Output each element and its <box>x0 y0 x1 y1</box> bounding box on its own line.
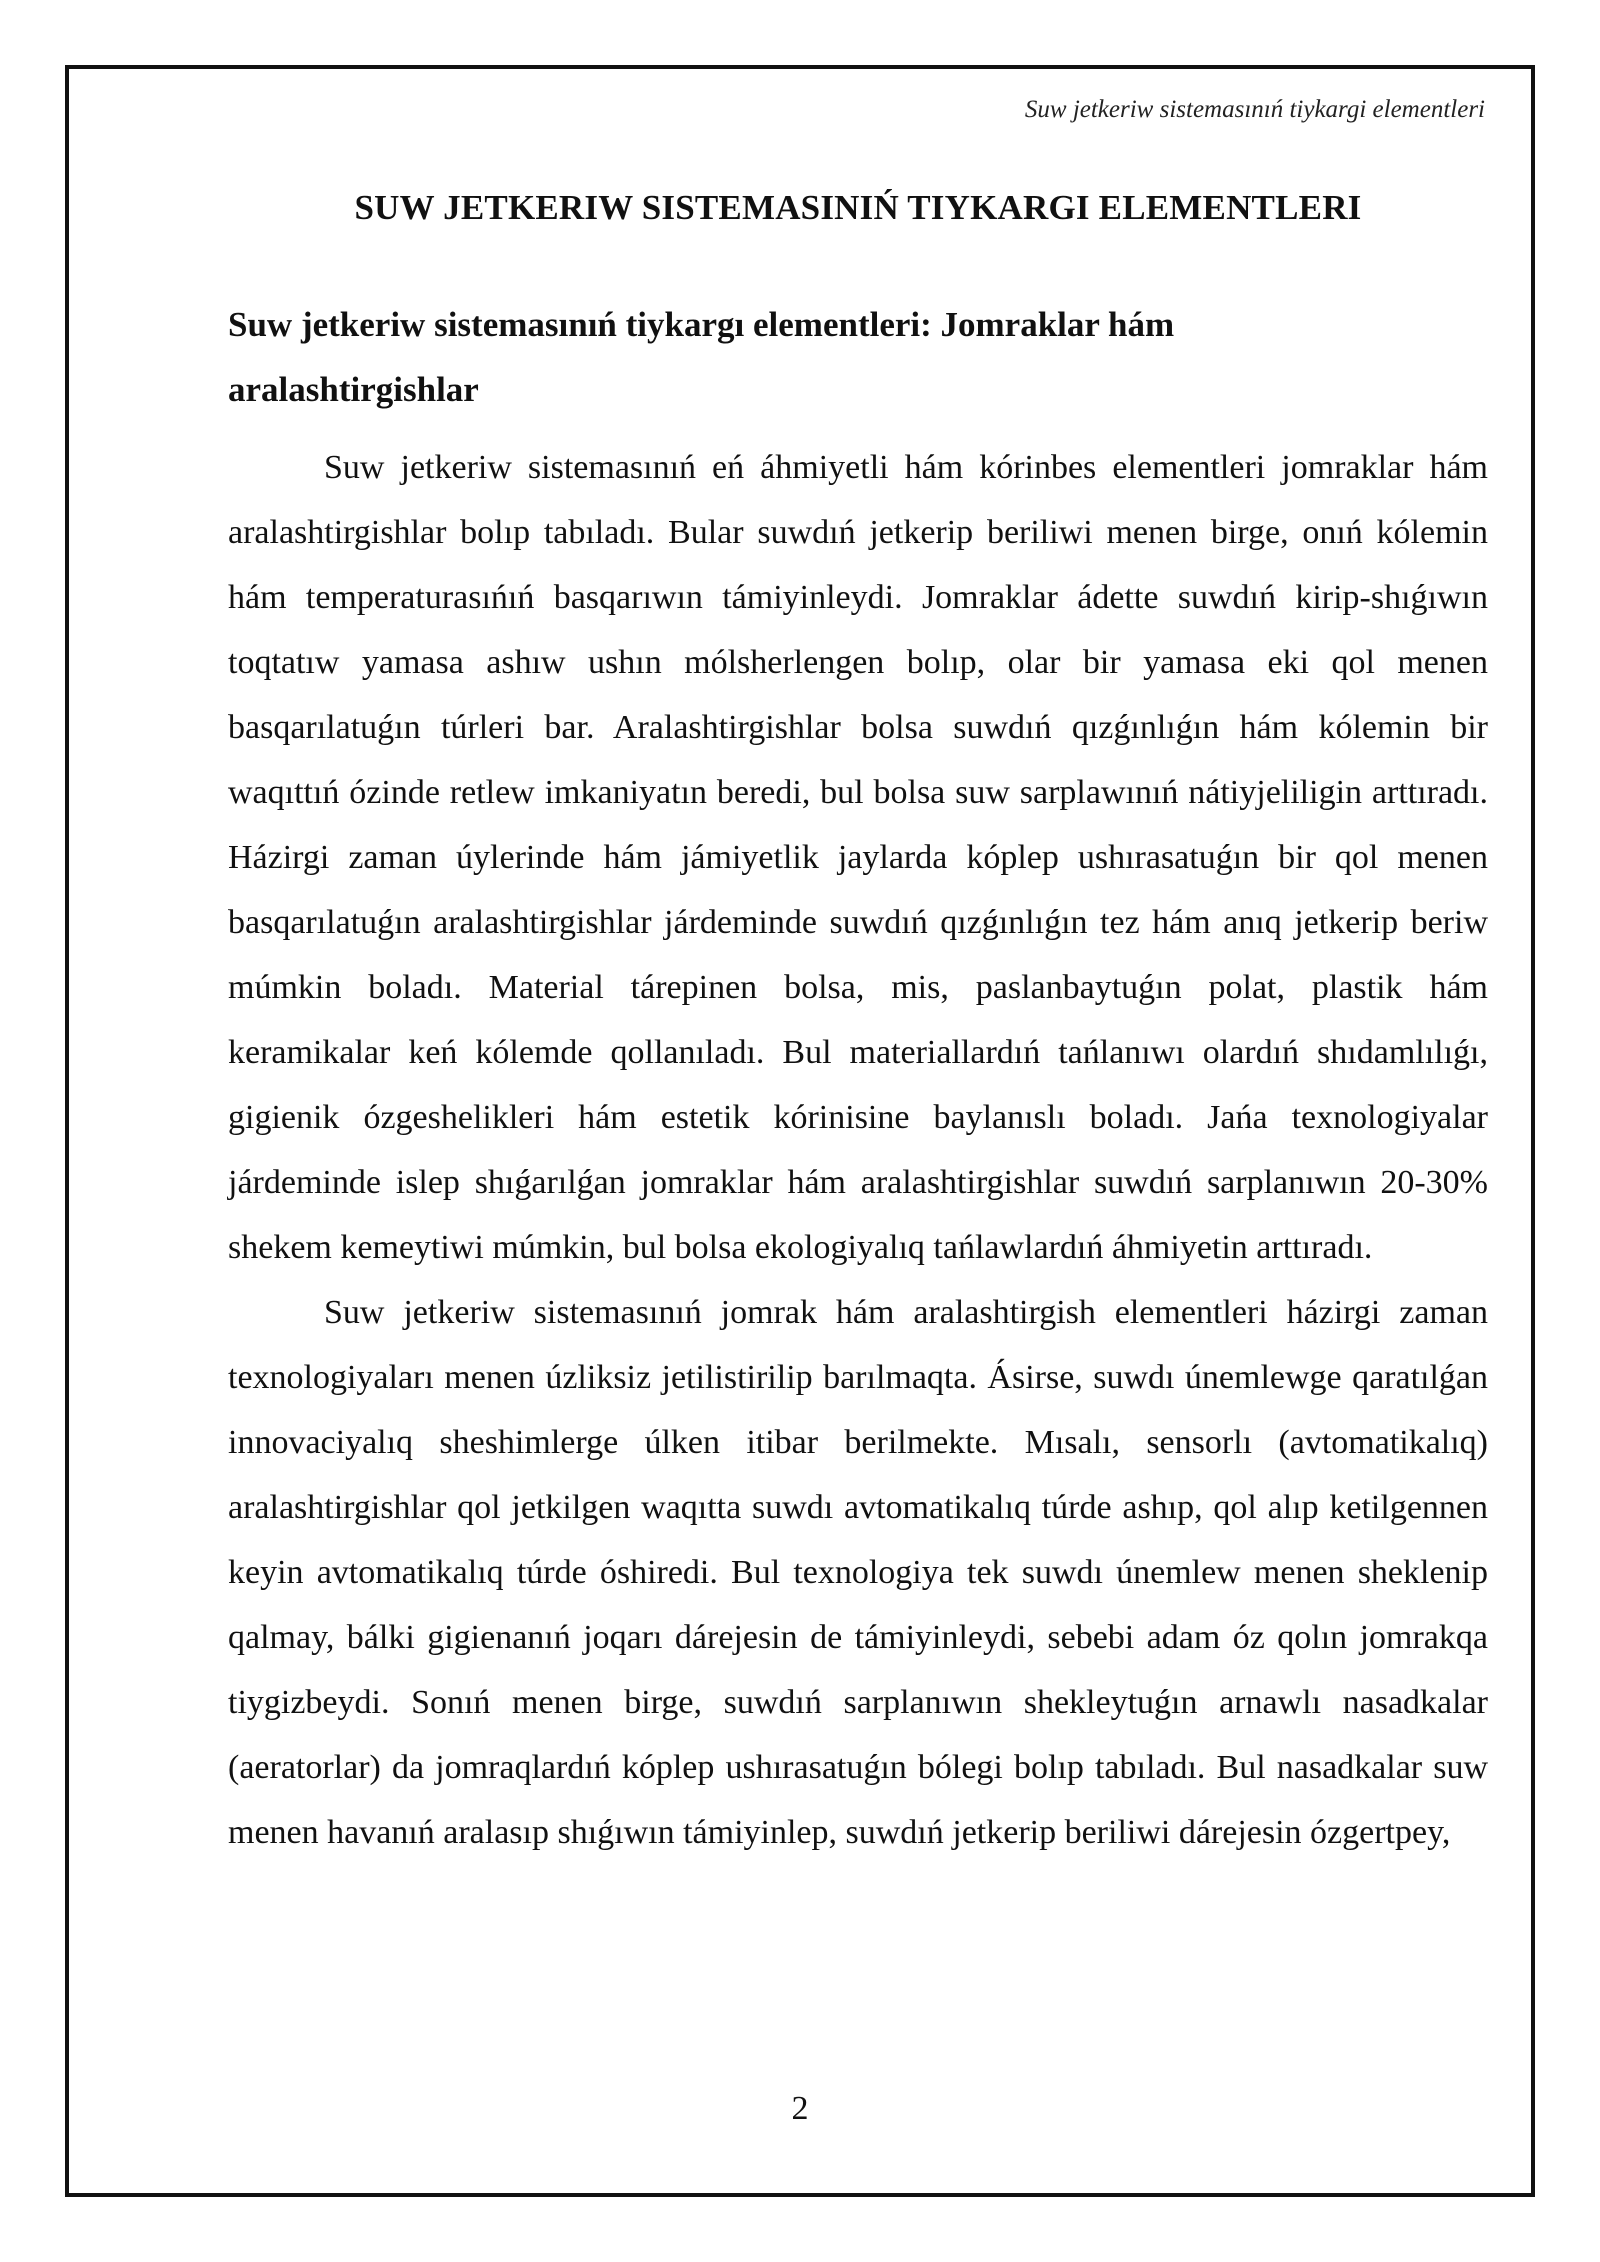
section-heading: Suw jetkeriw sistemasınıń tiykargı elementleri: Jomraklar hám aralashtirgishlar <box>228 305 1175 409</box>
paragraph: Suw jetkeriw sistemasınıń eń áhmiyetli hám kórinbes elementleri jomraklar hám aralashtirgishlar bolıp tabıladı. Bular suwdıń jetkerip beriliwi menen birge, onıń kólemin hám temperaturasıńıń basqarıwın támiyinleydi. Jomraklar ádette suwdıń kirip-shıǵıwın toqtatıw yamasa ashıw ushın mólsherlengen bolıp, olar bir yamasa eki qol menen basqarılatuǵın túrleri bar. Aralashtirgishlar bolsa suwdıń qızǵınlıǵın hám kólemin bir waqıttıń ózinde retlew imkaniyatın beredi, bul bolsa suw sarplawınıń nátiyjeliligin arttıradı. Házirgi zaman úylerinde hám jámiyetlik jaylarda kóplep ushırasatuǵın bir qol menen basqarılatuǵın aralashtirgishlar járdeminde suwdıń qızǵınlıǵın tez hám anıq jetkerip beriw múmkin boladı. Material tárepinen bolsa, mis, paslanbaytuǵın polat, plastik hám keramikalar keń kólemde qollanıladı. Bul materiallardıń tańlanıwı olardıń shıdamlılıǵı, gigienik ózgeshelikleri hám estetik kórinisine baylanıslı boladı. Jańa texnologiyalar járdeminde islep shıǵarılǵan jomraklar hám aralashtirgishlar suwdıń sarplanıwın 20-30% shekem kemeytiwi múmkin, bul bolsa ekologiyalıq tańlawlardıń áhmiyetin arttıradı. <box>228 449 1488 1266</box>
paragraph: Suw jetkeriw sistemasınıń jomrak hám aralashtirgish elementleri házirgi zaman texnologiyaları menen úzliksiz jetilistirilip barılmaqta. Ásirse, suwdı únemlewge qaratılǵan innovaciyalıq sheshimlerge úlken itibar berilmekte. Mısalı, sensorlı (avtomatikalıq) aralashtirgishlar qol jetkilgen waqıtta suwdı avtomatikalıq túrde ashıp, qol alıp ketilgennen keyin avtomatikalıq túrde óshiredi. Bul texnologiya tek suwdı únemlew menen sheklenip qalmay, bálki gigienanıń joqarı dárejesin de támiyinleydi, sebebi adam óz qolın jomrakqa tiygizbeydi. Sonıń menen birge, suwdıń sarplanıwın shekleytuǵın arnawlı nasadkalar (aeratorlar) da jomraqlardıń kóplep ushırasatuǵın bólegi bolıp tabıladı. Bul nasadkalar suw menen havanıń aralasıp shıǵıwın támiyinlep, suwdıń jetkerip beriliwi dárejesin ózgertpey, <box>228 1294 1488 1851</box>
page-number: 2 <box>791 2090 809 2127</box>
body-text <box>228 435 1488 1865</box>
document-title: SUW JETKERIW SISTEMASINIŃ TIYKARGI ELEMENTLERI <box>354 188 1362 227</box>
running-header: Suw jetkeriw sistemasınıń tiykargi elementleri <box>1024 96 1485 123</box>
